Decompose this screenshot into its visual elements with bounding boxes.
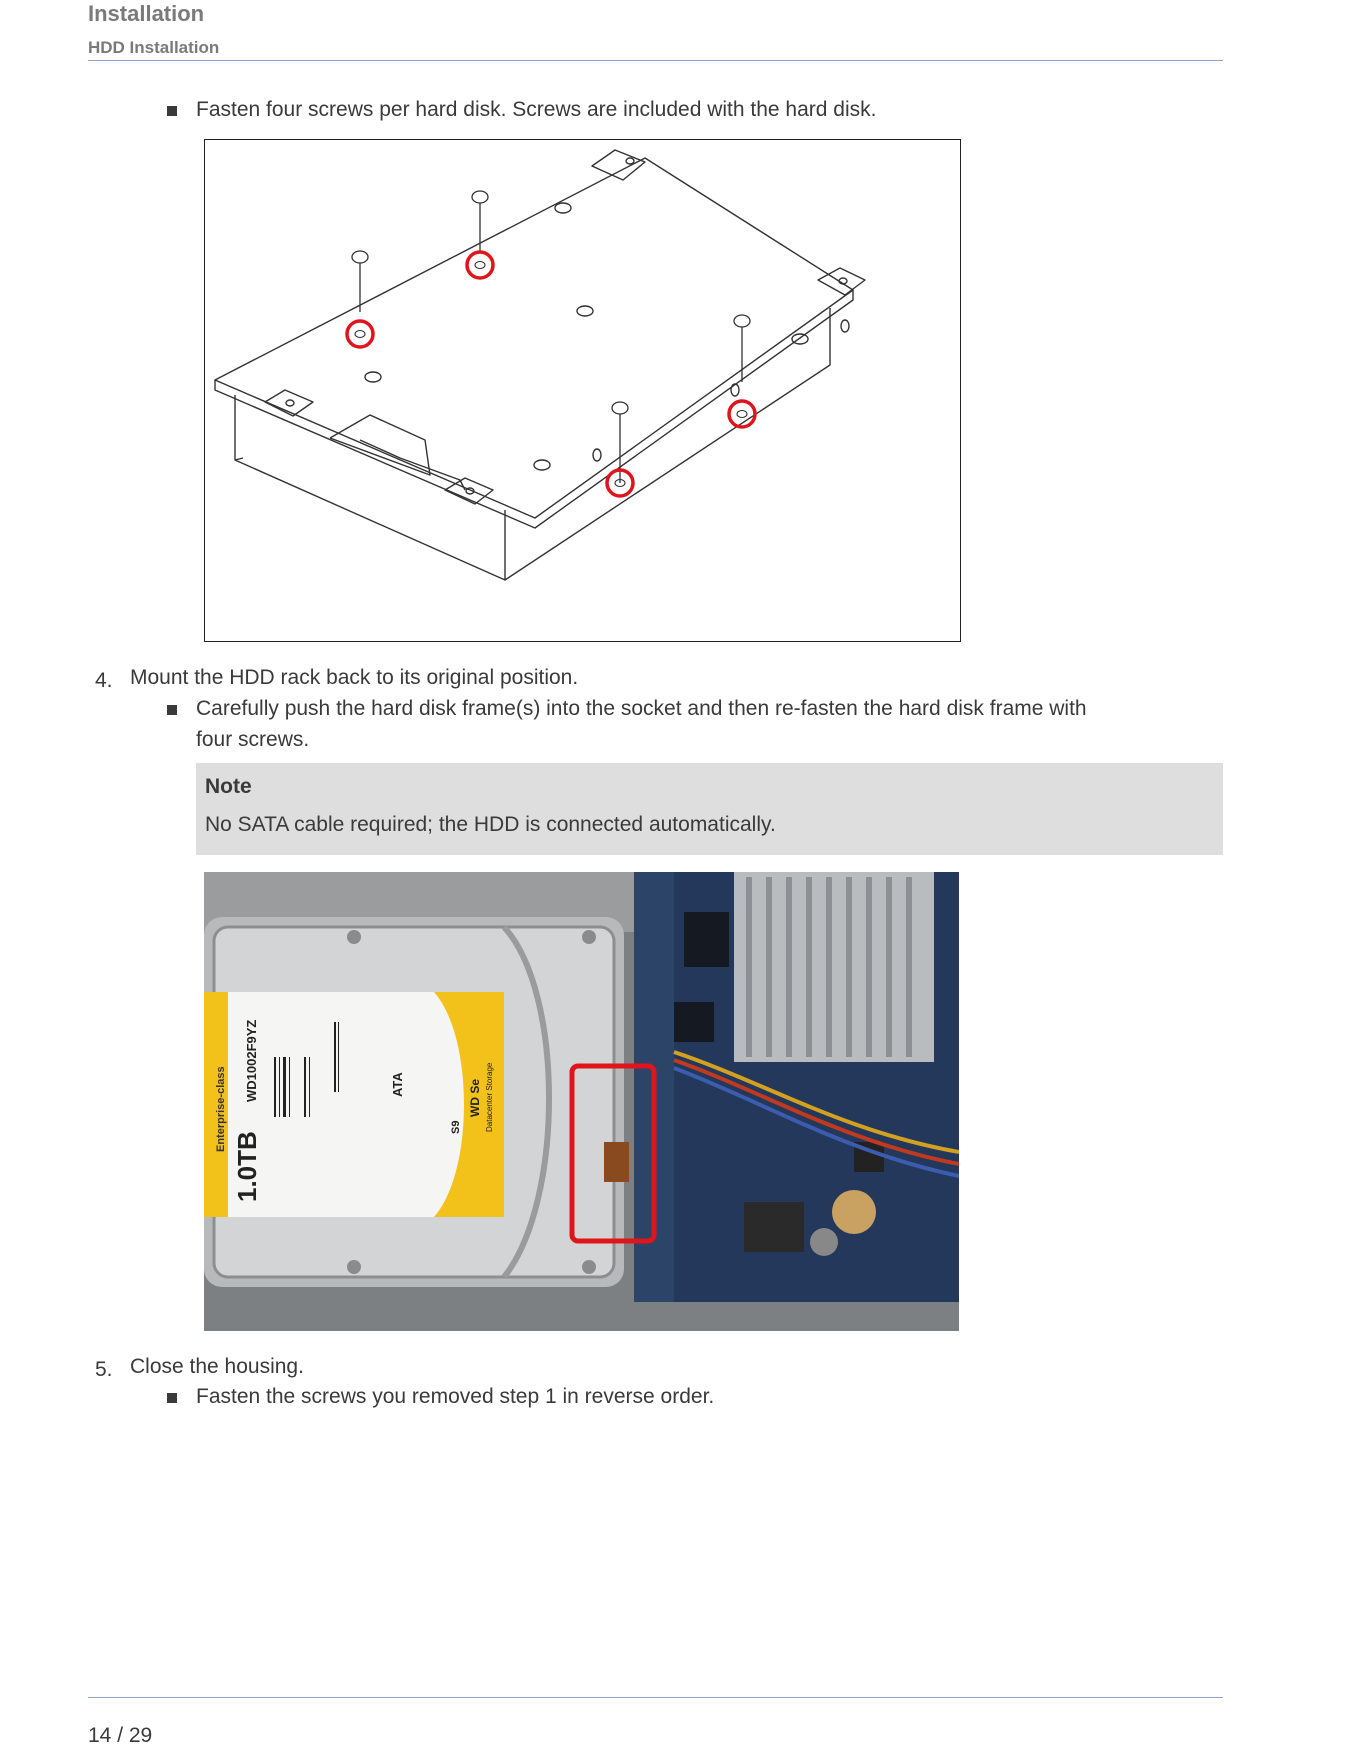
header-rule bbox=[88, 60, 1223, 61]
hdd-class-text: Enterprise-class bbox=[215, 1066, 227, 1152]
note-title: Note bbox=[205, 775, 252, 798]
step5-text: Close the housing. bbox=[130, 1355, 304, 1378]
step4-bullet-line2: four screws. bbox=[196, 728, 310, 751]
fasten-screws-text: Fasten four screws per hard disk. Screws are included with the hard disk. bbox=[196, 98, 877, 121]
step5-bullet-text: Fasten the screws you removed step 1 in reverse order. bbox=[196, 1385, 715, 1408]
hdd-screw-diagram bbox=[204, 139, 961, 642]
bullet-square bbox=[167, 106, 177, 116]
bullet-square bbox=[167, 1393, 177, 1403]
hdd-capacity-text: 1.0TB bbox=[232, 1131, 262, 1202]
step-number: 4. bbox=[95, 669, 113, 692]
bullet-square bbox=[167, 705, 177, 715]
step-number: 5. bbox=[95, 1358, 113, 1381]
step4-bullet-line1: Carefully push the hard disk frame(s) into the socket and then re-fasten the hard disk frame with bbox=[196, 697, 1087, 720]
photo-illustration bbox=[204, 872, 959, 1331]
hdd-mainboard-photo bbox=[204, 872, 959, 1331]
hdd-s9-text: S9 bbox=[450, 1120, 462, 1134]
hdd-ata-text: ATA bbox=[390, 1072, 405, 1097]
hdd-brand-text: WD Se bbox=[468, 1078, 482, 1117]
page-number: 14 / 29 bbox=[88, 1724, 153, 1747]
note-box bbox=[196, 763, 1223, 855]
section-title: Installation bbox=[88, 1, 205, 26]
note-text: No SATA cable required; the HDD is connected automatically. bbox=[205, 813, 776, 836]
hdd-subtitle-text: Datacenter Storage bbox=[485, 1062, 494, 1132]
hdd-model-text: WD1002F9YZ bbox=[244, 1019, 259, 1102]
footer-rule bbox=[88, 1697, 1223, 1698]
hdd-drawing bbox=[205, 140, 960, 641]
step4-text: Mount the HDD rack back to its original position. bbox=[130, 666, 579, 689]
subsection-title: HDD Installation bbox=[88, 38, 220, 57]
